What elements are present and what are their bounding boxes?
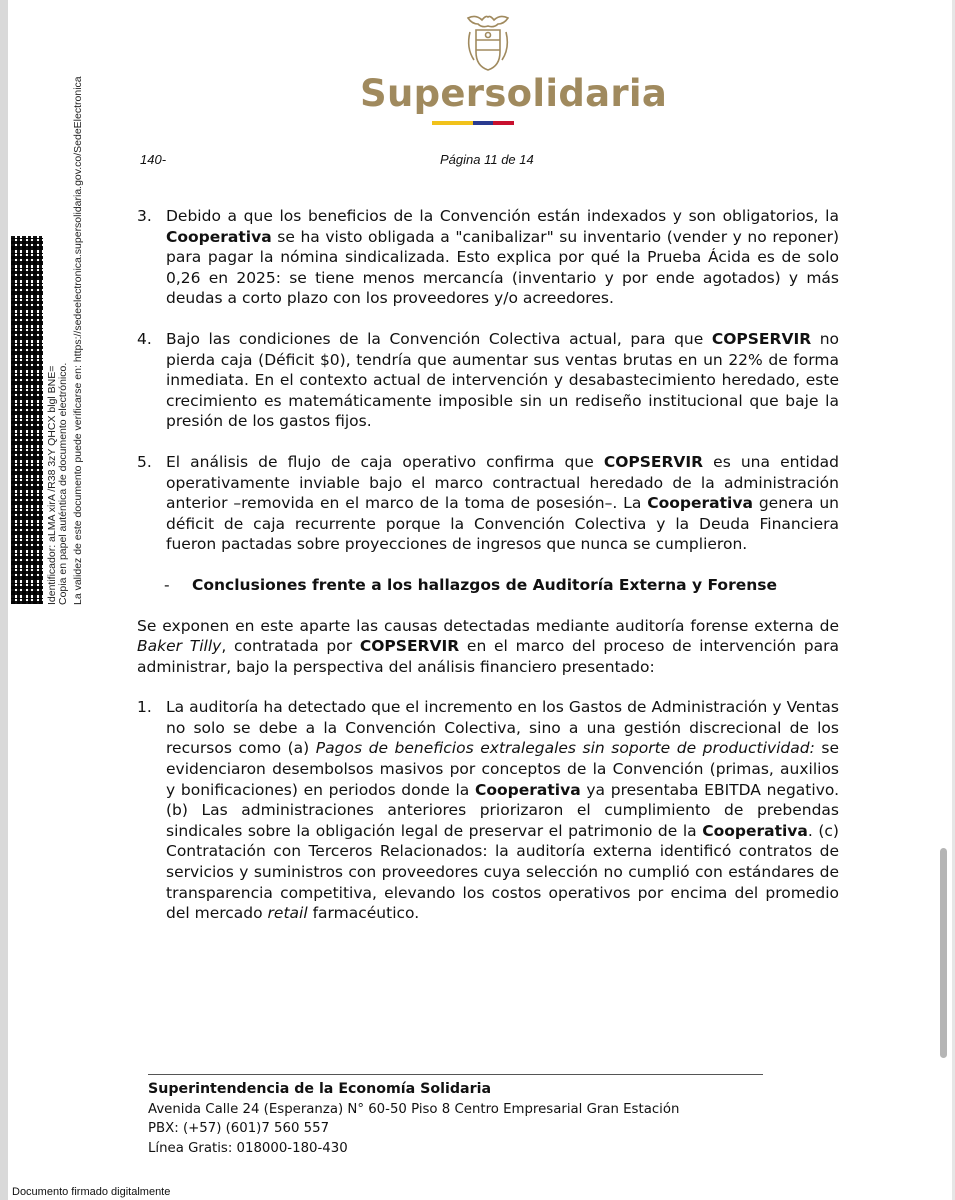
finding-item <box>137 697 839 924</box>
side-verify-note: La validez de este documento puede verificarse en: https://sedeelectronica.supersolidaria.gov.co/SedeElectronica <box>72 76 84 605</box>
list-number: 5. <box>137 452 152 471</box>
supersolidaria-logo <box>360 12 668 130</box>
list-item <box>137 206 839 309</box>
document-body <box>137 206 839 944</box>
brand-name: Supersolidaria <box>360 72 668 115</box>
coat-of-arms-icon <box>462 12 514 74</box>
footer-address: Avenida Calle 24 (Esperanza) N° 60-50 Piso 8 Centro Empresarial Gran Estación <box>148 1101 680 1117</box>
finding-text: La auditoría ha detectado que el incremento en los Gastos de Administración y Ventas no solo se debe a la Convención Colectiva, sino a una gestión discrecional de los recursos como (a) Pagos de beneficios extralegales sin soporte de productividad: se evidenciaron desembolsos masivos por conceptos de la Convención (primas, auxilios y bonificaciones) en periodos donde la Cooperativa ya presentaba EBITDA negativo. (b) Las administraciones anteriores priorizaron el cumplimiento de prebendas sindicales sobre la obligación legal de preservar el patrimonio de la Cooperativa. (c) Contratación con Terceros Relacionados: la auditoría externa identificó contratos de servicios y suministros con proveedores cuya selección no cumplió con estándares de transparencia competitiva, elevando los costos operativos por encima del promedio del mercado retail farmacéutico. <box>166 698 840 923</box>
list-text: Debido a que los beneficios de la Convención están indexados y son obligatorios, la Cooperativa se ha visto obligada a "canibalizar" su inventario (vender y no reponer) para pagar la nómina sindicalizada. Esto explica por qué la Prueba Ácida es de solo 0,26 en 2025: se tiene menos mercancía (inventario y por ende agotados) y más deudas a corto plazo con los proveedores y/o acreedores. <box>166 207 839 308</box>
subheading-text: Conclusiones frente a los hallazgos de Auditoría Externa y Forense <box>192 575 778 594</box>
subheading-dash: - <box>164 575 170 594</box>
list-text: El análisis de flujo de caja operativo confirma que COPSERVIR es una entidad operativamente inviable bajo el marco contractual heredado de la administración anterior –removida en el marco de la toma de posesión–. La Cooperativa genera un déficit de caja recurrente porque la Convención Colectiva y la Deuda Financiera fueron pactadas sobre proyecciones de ingresos que nunca se cumplieron. <box>166 452 839 554</box>
footer-toll-free: Línea Gratis: 018000-180-430 <box>148 1140 348 1156</box>
list-item <box>137 452 839 555</box>
list-number: 3. <box>137 207 152 225</box>
barcode-identifier-text: Identificador: aLMA xirA /R38 3zY QHCX blgl BNE= <box>46 365 58 605</box>
side-identifier <box>47 363 69 605</box>
footer-divider <box>148 1074 763 1075</box>
digital-signature-note: Documento firmado digitalmente <box>12 1186 171 1198</box>
page-edge-left <box>0 0 8 1200</box>
document-reference: 140- <box>140 152 167 167</box>
footer <box>148 1080 679 1158</box>
list-text: Bajo las condiciones de la Convención Colectiva actual, para que COPSERVIR no pierda caja (Déficit $0), tendría que aumentar sus ventas brutas en un 22% de forma inmediata. En el contexto actual de intervención y desabastecimiento heredado, este crecimiento es matemáticamente imposible sin un rediseño institucional que baje la presión de los gastos fijos. <box>166 329 840 431</box>
flag-stripe <box>432 121 514 125</box>
finding-number: 1. <box>137 698 152 717</box>
footer-pbx: PBX: (+57) (601)7 560 557 <box>148 1121 330 1136</box>
intro-paragraph: Se exponen en este aparte las causas detectadas mediante auditoría forense externa de Baker Tilly, contratada por COPSERVIR en el marco del proceso de intervención para administrar, bajo la perspectiva del análisis financiero presentado: <box>137 616 839 676</box>
verification-barcode <box>11 236 43 604</box>
footer-org: Superintendencia de la Economía Solidaria <box>148 1081 492 1097</box>
copy-note-text: Copia en papel auténtica de documento electrónico. <box>57 362 69 605</box>
list-number: 4. <box>137 329 152 348</box>
section-subheading <box>137 575 839 596</box>
list-item <box>137 329 839 432</box>
scrollbar-thumb[interactable] <box>940 848 947 1058</box>
page-number: Página 11 de 14 <box>440 152 534 167</box>
